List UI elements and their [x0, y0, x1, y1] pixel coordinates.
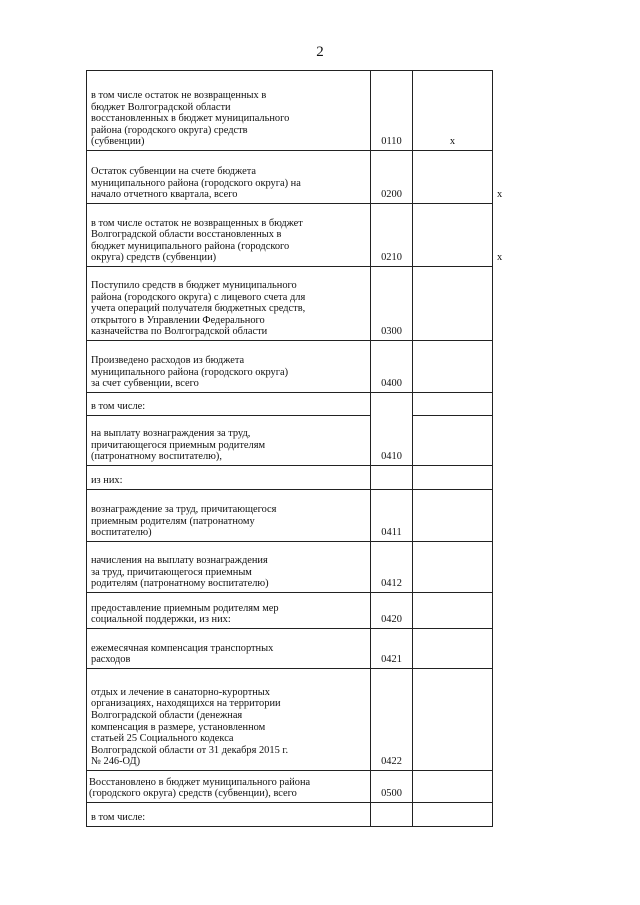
table-row [87, 629, 578, 669]
row-code [371, 466, 413, 490]
table-row [87, 416, 578, 466]
row-description: в том числе: [87, 803, 371, 827]
row-code: 0400 [371, 341, 413, 393]
row-description: ежемесячная компенсация транспортных расходов [87, 629, 371, 669]
value-cell [413, 267, 493, 341]
table-row [87, 393, 578, 416]
row-code: 0210 [371, 204, 413, 267]
value-cell [413, 416, 493, 466]
row-code: 0422 [371, 669, 413, 771]
row-description: Остаток субвенции на счете бюджета муниципального района (городского округа) на начало отчетного квартала, всего [87, 151, 371, 204]
row-description: предоставление приемным родителям мер социальной поддержки, из них: [87, 593, 371, 629]
row-description: отдых и лечение в санаторно-курортных организациях, находящихся на территории Волгоградской области (денежная компенсация в размере, установленном статьей 25 Социального кодекса Волгоградской области от 31 декабря 2015 г. № 246-ОД) [87, 669, 371, 771]
value-cell [413, 341, 493, 393]
table-row: Остаток субвенции на счете бюджета муниципального района (городского округа) на начало отчетного квартала, всего 0200 x [87, 151, 578, 204]
page-number: 2 [316, 44, 324, 60]
value-cell [413, 771, 493, 803]
row-description: в том числе: [87, 393, 371, 416]
table-row [87, 803, 578, 827]
table-row [87, 341, 578, 393]
table-row [87, 267, 578, 341]
table-row: в том числе остаток не возвращенных в бюджет Волгоградской области восстановленных в бюджет муниципального района (городского округа) средств (субвенции) 0210 x [87, 204, 578, 267]
table-row [87, 490, 578, 542]
value-cell [413, 629, 493, 669]
value-cell [413, 466, 493, 490]
row-description: в том числе остаток не возвращенных в бюджет Волгоградской области восстановленных в бюджет муниципального района (городского округа) средств (субвенции) [87, 204, 371, 267]
value-cell [413, 669, 493, 771]
table-row [87, 669, 578, 771]
row-code: 0420 [371, 593, 413, 629]
value-cell [413, 490, 493, 542]
row-code: 0421 [371, 629, 413, 669]
row-description: Произведено расходов из бюджета муниципального района (городского округа) за счет субвенции, всего [87, 341, 371, 393]
value-cell [413, 593, 493, 629]
row-code: 0300 [371, 267, 413, 341]
table-row [87, 771, 578, 803]
row-code [371, 803, 413, 827]
value-cell [413, 204, 493, 267]
row-code: 0200 [371, 151, 413, 204]
row-description: Восстановлено в бюджет муниципального района (городского округа) средств (субвенции), всего [87, 771, 371, 803]
row-code: 0411 [371, 490, 413, 542]
value-cell [413, 803, 493, 827]
row-description: начисления на выплату вознаграждения за труд, причитающегося приемным родителям (патронатному воспитателю) [87, 542, 371, 593]
value-cell [413, 393, 493, 416]
row-code [371, 393, 413, 416]
row-code: 0412 [371, 542, 413, 593]
value-cell: x [413, 71, 493, 151]
row-description: на выплату вознаграждения за труд, причитающегося приемным родителям (патронатному воспитателю), [87, 416, 371, 466]
row-code: 0110 [371, 71, 413, 151]
table-row [87, 542, 578, 593]
row-description: в том числе остаток не возвращенных в бюджет Волгоградской области восстановленных в бюджет муниципального района (городского округа) средств (субвенции) [87, 71, 371, 151]
report-table [86, 70, 578, 827]
row-description: вознаграждение за труд, причитающегося приемным родителям (патронатному воспитателю) [87, 490, 371, 542]
table-row [87, 71, 578, 151]
table-row [87, 466, 578, 490]
value-cell [413, 542, 493, 593]
row-description: из них: [87, 466, 371, 490]
row-code: 0410 [371, 416, 413, 466]
row-code: 0500 [371, 771, 413, 803]
row-description: Поступило средств в бюджет муниципального района (городского округа) с лицевого счета для учета операций получателя бюджетных средств, открытого в Управлении Федерального казначейства по Волгоградской области [87, 267, 371, 341]
table-row [87, 593, 578, 629]
value-cell [413, 151, 493, 204]
